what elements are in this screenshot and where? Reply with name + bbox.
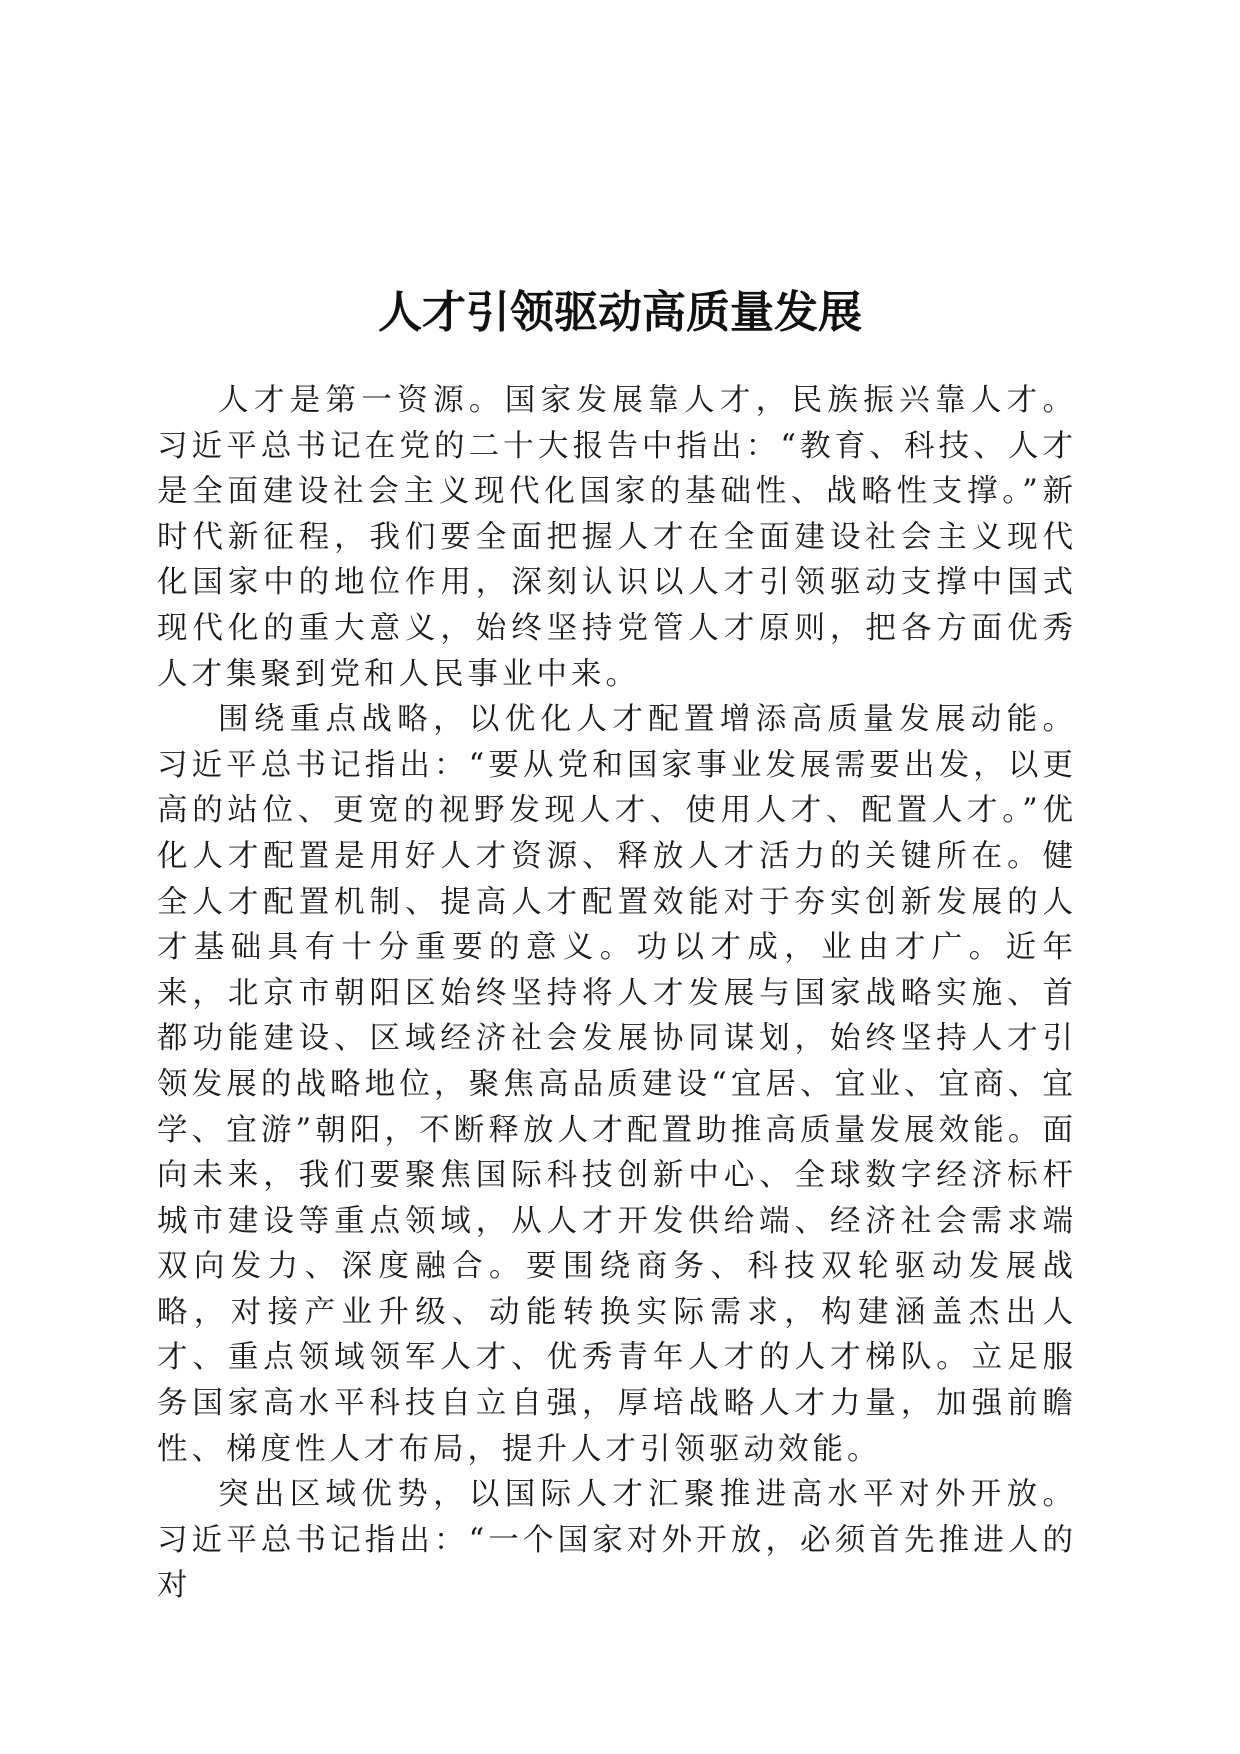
- paragraph-3: 突出区域优势，以国际人才汇聚推进高水平对外开放。习近平总书记指出：“一个国家对外开放，必须首先推进人的对: [157, 1477, 1077, 1604]
- paragraph-2: 围绕重点战略，以优化人才配置增添高质量发展动能。习近平总书记指出：“要从党和国家事业发展需要出发，以更高的站位、更宽的视野发现人才、使用人才、配置人才。”优化人才配置是用好人才资源、释放人才活力的关键所在。健全人才配置机制、提高人才配置效能对于夯实创新发展的人才基础具有十分重要的意义。功以才成，业由才广。近年来，北京市朝阳区始终坚持将人才发展与国家战略实施、首都功能建设、区域经济社会发展协同谋划，始终坚持人才引领发展的战略地位，聚焦高品质建设“宜居、宜业、宜商、宜学、宜游”朝阳，不断释放人才配置助推高质量发展效能。面向未来，我们要聚焦国际科技创新中心、全球数字经济标杆城市建设等重点领域，从人才开发供给端、经济社会需求端双向发力、深度融合。要围绕商务、科技双轮驱动发展战略，对接产业升级、动能转换实际需求，构建涵盖杰出人才、重点领域领军人才、优秀青年人才的人才梯队。立足服务国家高水平科技自立自强，厚培战略人才力量，加强前瞻性、梯度性人才布局，提升人才引领驱动效能。: [157, 702, 1077, 1467]
- document-body: [157, 378, 1077, 1609]
- document-title: 人才引领驱动高质量发展: [378, 287, 862, 339]
- paragraph-1: 人才是第一资源。国家发展靠人才，民族振兴靠人才。习近平总书记在党的二十大报告中指出：“教育、科技、人才是全面建设社会主义现代化国家的基础性、战略性支撑。”新时代新征程，我们要全面把握人才在全面建设社会主义现代化国家中的地位作用，深刻认识以人才引领驱动支撑中国式现代化的重大意义，始终坚持党管人才原则，把各方面优秀人才集聚到党和人民事业中来。: [157, 383, 1077, 692]
